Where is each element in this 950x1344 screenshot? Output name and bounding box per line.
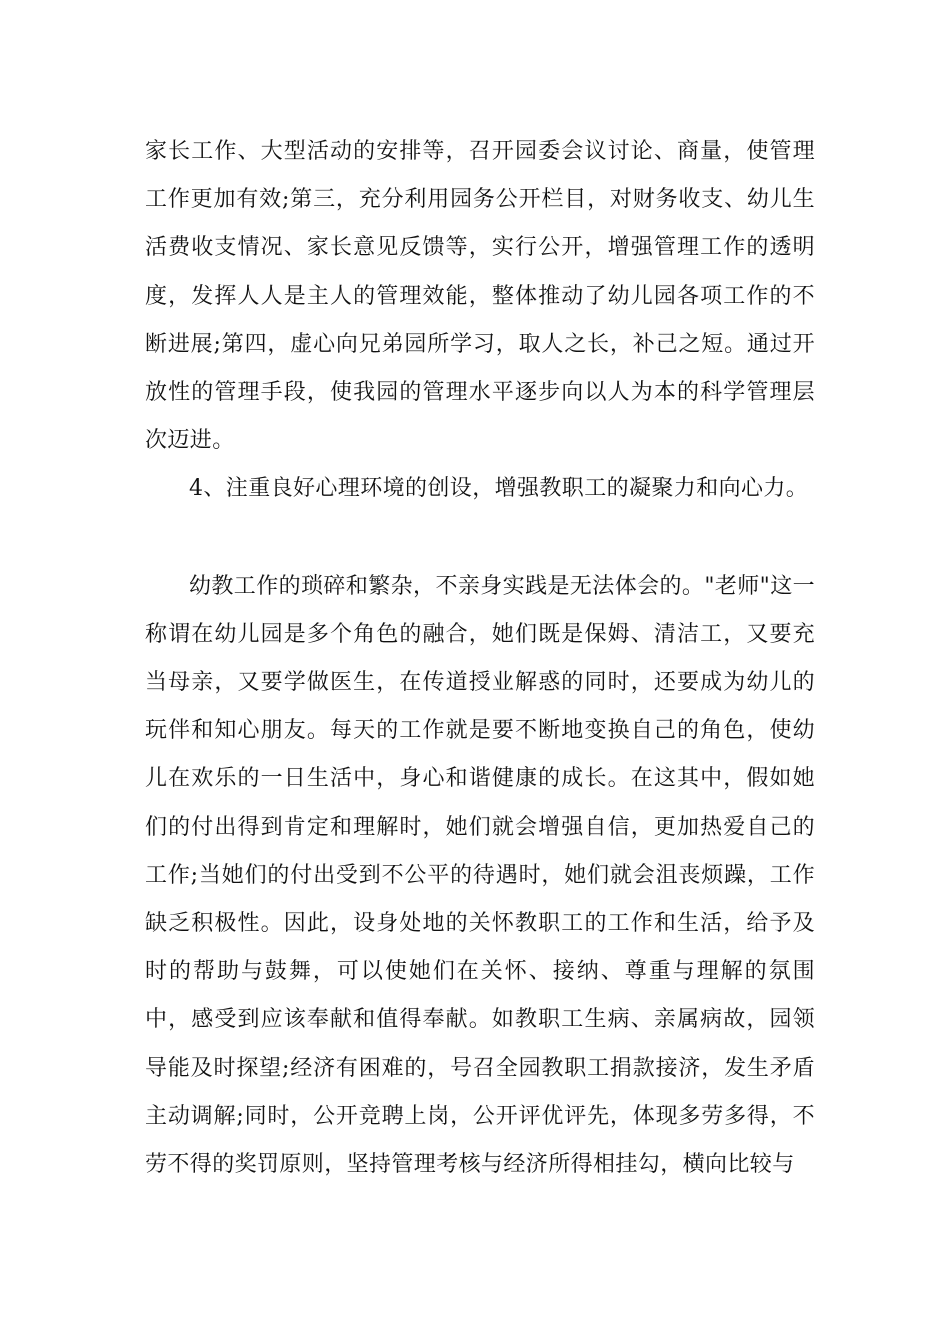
paragraph-management-continued: 家长工作、大型活动的安排等，召开园委会议讨论、商量，使管理工作更加有效;第三，充分利用园务公开栏目，对财务收支、幼儿生活费收支情况、家长意见反馈等，实行公开，增强管理工作的透明度，发挥人人是主人的管理效能，整体推动了幼儿园各项工作的不断进展;第四，虚心向兄弟园所学习，取人之长，补己之短。通过开放性的管理手段，使我园的管理水平逐步向以人为本的科学管理层次迈进。 <box>145 139 815 454</box>
paragraph-spacer <box>145 514 815 563</box>
section-heading-psychological-environment: 4、注重良好心理环境的创设，增强教职工的凝聚力和向心力。 <box>189 476 809 502</box>
paragraph-teacher-roles: 幼教工作的琐碎和繁杂，不亲身实践是无法体会的。"老师"这一称谓在幼儿园是多个角色的融合，她们既是保姆、清洁工，又要充当母亲，又要学做医生，在传道授业解惑的同时，还要成为幼儿的玩伴和知心朋友。每天的工作就是要不断地变换自己的角色，使幼儿在欢乐的一日生活中，身心和谐健康的成长。在这其中，假如她们的付出得到肯定和理解时，她们就会增强自信，更加热爱自己的工作;当她们的付出受到不公平的待遇时，她们就会沮丧烦躁，工作缺乏积极性。因此，设身处地的关怀教职工的工作和生活，给予及时的帮助与鼓舞，可以使她们在关怀、接纳、尊重与理解的氛围中，感受到应该奉献和值得奉献。如教职工生病、亲属病故，园领导能及时探望;经济有困难的，号召全园教职工捐款接济，发生矛盾主动调解;同时，公开竞聘上岗，公开评优评先，体现多劳多得，不劳不得的奖罚原则，坚持管理考核与经济所得相挂勾，横向比较与 <box>145 573 815 1178</box>
document-page <box>145 128 815 1189</box>
